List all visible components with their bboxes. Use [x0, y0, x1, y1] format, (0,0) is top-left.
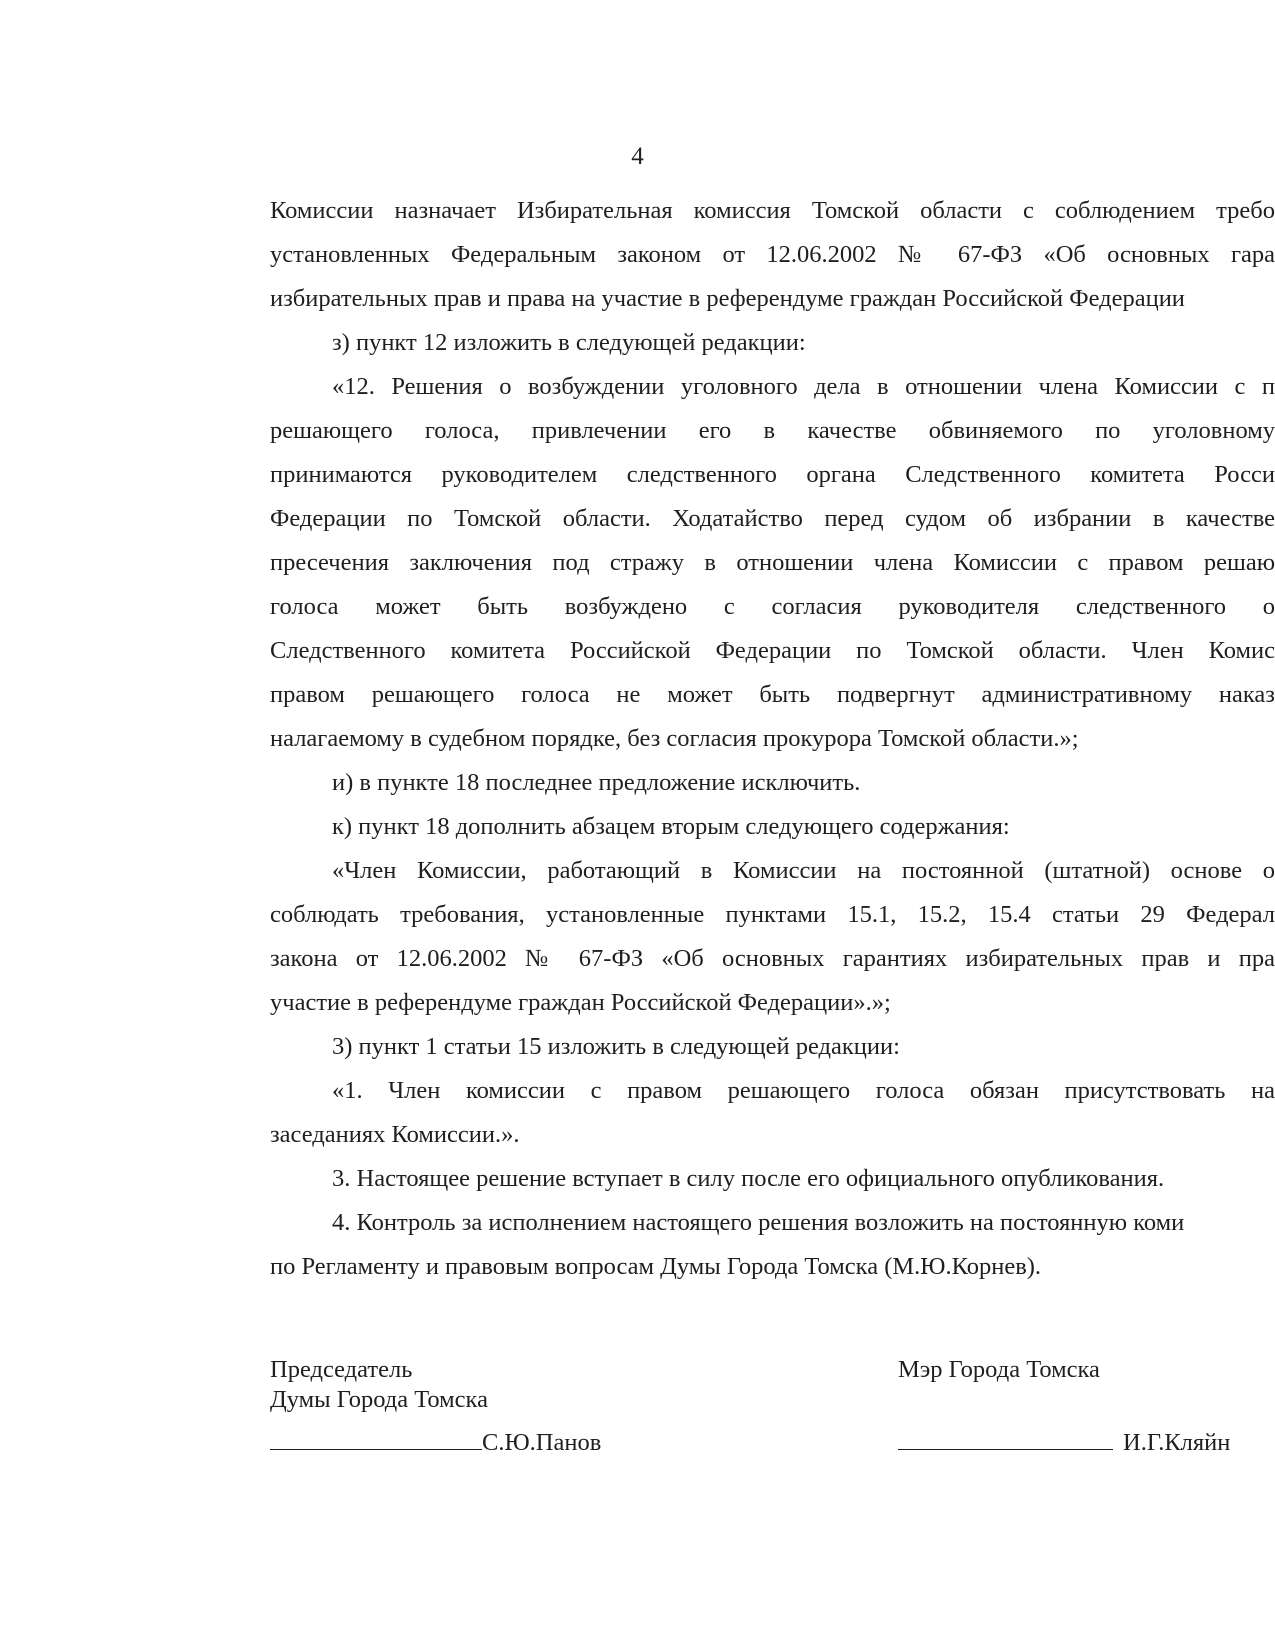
mayor-signature	[898, 1428, 1230, 1458]
body-line: Следственного комитета Российской Федерации по Томской области. Член Комис	[270, 637, 1275, 664]
body-line: налагаемому в судебном порядке, без согласия прокурора Томской области.»;	[270, 725, 1079, 752]
body-line: Федерации по Томской области. Ходатайство перед судом об избрании в качестве	[270, 505, 1275, 532]
body-line: решающего голоса, привлечении его в качестве обвиняемого по уголовному	[270, 417, 1275, 444]
body-line: «12. Решения о возбуждении уголовного дела в отношении члена Комиссии с п	[332, 373, 1275, 400]
body-line: правом решающего голоса не может быть подвергнут административному наказ	[270, 681, 1275, 708]
body-line: 3) пункт 1 статьи 15 изложить в следующей редакции:	[332, 1033, 900, 1060]
body-line: участие в референдуме граждан Российской Федерации».»;	[270, 989, 891, 1016]
signature-line	[898, 1429, 1113, 1450]
chairman-title: Председатель	[270, 1356, 413, 1383]
body-line: голоса может быть возбуждено с согласия руководителя следственного о	[270, 593, 1275, 620]
body-line: соблюдать требования, установленные пунктами 15.1, 15.2, 15.4 статьи 29 Федерал	[270, 901, 1275, 928]
body-line: заседаниях Комиссии.».	[270, 1121, 520, 1148]
body-line: 4. Контроль за исполнением настоящего решения возложить на постоянную коми	[332, 1209, 1185, 1236]
body-line: «Член Комиссии, работающий в Комиссии на постоянной (штатной) основе о	[332, 857, 1275, 884]
body-line: Комиссии назначает Избирательная комиссия Томской области с соблюдением требо	[270, 197, 1275, 224]
body-line: к) пункт 18 дополнить абзацем вторым следующего содержания:	[332, 813, 1010, 840]
body-line: избирательных прав и права на участие в референдуме граждан Российской Федерации	[270, 285, 1185, 312]
body-line: закона от 12.06.2002 № 67-ФЗ «Об основных гарантиях избирательных прав и пра	[270, 945, 1275, 972]
body-line: 3. Настоящее решение вступает в силу после его официального опубликования.	[332, 1165, 1165, 1192]
body-line: установленных Федеральным законом от 12.06.2002 № 67-ФЗ «Об основных гара	[270, 241, 1275, 268]
body-line: принимаются руководителем следственного органа Следственного комитета Росси	[270, 461, 1275, 488]
body-line: «1. Член комиссии с правом решающего голоса обязан присутствовать на	[332, 1077, 1275, 1104]
mayor-name: И.Г.Кляйн	[1123, 1429, 1231, 1456]
page-number: 4	[631, 143, 644, 170]
signature-line	[270, 1429, 482, 1450]
body-line: з) пункт 12 изложить в следующей редакции:	[332, 329, 806, 356]
chairman-signature	[270, 1428, 601, 1458]
mayor-title: Мэр Города Томска	[898, 1356, 1100, 1383]
body-line: пресечения заключения под стражу в отношении члена Комиссии с правом решаю	[270, 549, 1275, 576]
chairman-name: С.Ю.Панов	[482, 1429, 602, 1456]
chairman-council: Думы Города Томска	[270, 1386, 488, 1413]
body-line: и) в пункте 18 последнее предложение исключить.	[332, 769, 861, 796]
body-line: по Регламенту и правовым вопросам Думы Города Томска (М.Ю.Корнев).	[270, 1253, 1042, 1280]
